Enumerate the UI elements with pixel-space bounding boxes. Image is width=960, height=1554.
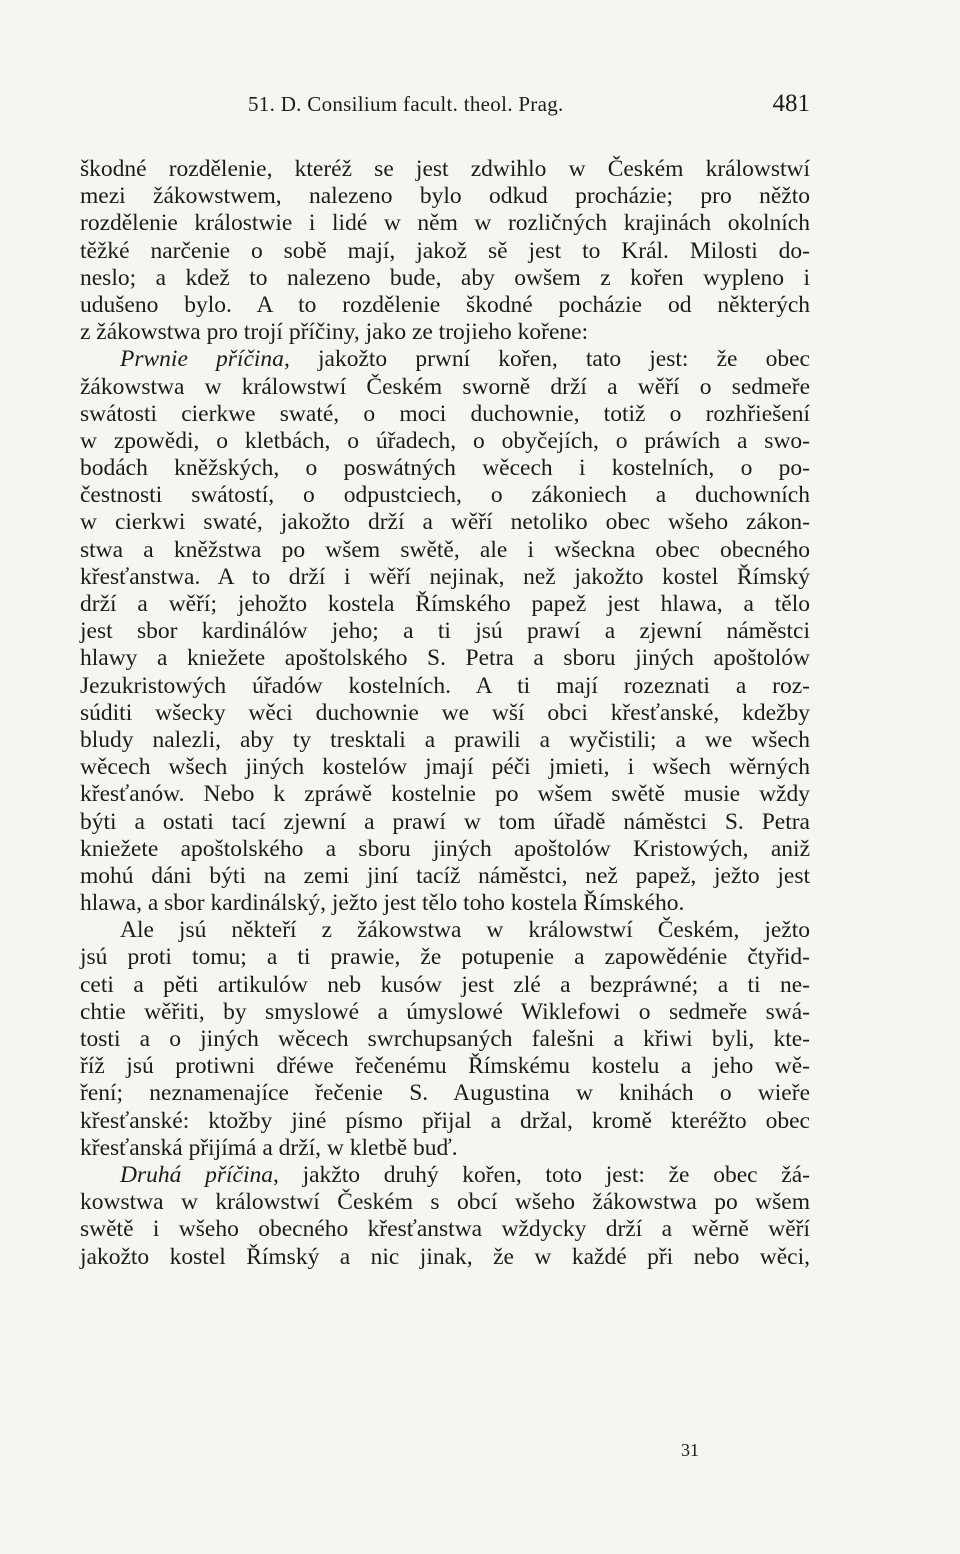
text-line (80, 428, 810, 455)
line-text: w zpowědi, o kletbách, o úřadech, o obyčejích, o práwích a swo- (80, 427, 810, 454)
line-text: kniežete apoštolského a sboru jiných apoštolów Kristowých, aniž (80, 835, 810, 862)
text-line (80, 1026, 810, 1053)
text-line (80, 509, 810, 536)
line-text: křesťanská přijímá a drží, w kletbě buď. (80, 1134, 458, 1161)
text-line (80, 727, 810, 754)
text-line (80, 183, 810, 210)
line-text: ření; neznamenajíce řečenie S. Augustina w knihách o wieře (80, 1080, 810, 1107)
line-text: škodné rozdělenie, kteréž se jest zdwihlo w Českém králowstwí (80, 156, 810, 182)
line-text: žákowstwa w králowstwí Českém sworně drží a wěří o sedmeře (80, 373, 810, 400)
line-text: hlawy a kniežete apoštolského S. Petra a sboru jiných apoštolów (80, 645, 810, 672)
line-text: ceti a pěti artikulów neb kusów jest zlé a bezpráwné; a ti ne- (80, 971, 810, 998)
line-text: udušeno bylo. A to rozdělenie škodné pocházie od některých (80, 291, 810, 318)
text-line (80, 999, 810, 1026)
line-text: bodách kněžských, o poswátných wěcech i kostelních, o po- (80, 455, 810, 482)
text-line (80, 564, 810, 591)
line-text: bludy nalezli, aby ty tresktali a prawili a wyčistili; a we wšech (80, 726, 810, 753)
text-line (80, 890, 810, 917)
line-text: swátosti cierkwe swaté, o moci duchownie, totiž o rozhřiešení (80, 400, 810, 427)
text-line (80, 917, 810, 944)
text-line (80, 482, 810, 509)
text-line (80, 210, 810, 237)
text-line (80, 1216, 810, 1243)
line-text: křesťanów. Nebo k zpráwě kostelnie po wšem swětě musie wždy (80, 781, 810, 808)
text-line (80, 1108, 810, 1135)
text-line (80, 1244, 810, 1271)
line-text: wěcech wšech jiných kostelów jmají péči jmieti, i wšech wěrných (80, 754, 810, 781)
line-text: neslo; a kdež to nalezeno bude, aby owšem z kořen wypleno i (80, 264, 810, 291)
line-text: w cierkwi swaté, jakožto drží a wěří netoliko obec wšeho zákon- (80, 509, 810, 536)
line-text: jsú proti tomu; a ti prawie, že potupenie a zapowědénie čtyřid- (80, 944, 810, 971)
text-line (80, 673, 810, 700)
line-text: býti a ostati tací zjewní a prawí w tom úřadě náměstci S. Petra (80, 808, 810, 835)
line-text: říž jsú protiwni dřéwe řečenému Římskému kostelu a jeho wě- (80, 1053, 810, 1080)
line-text: mezi žákowstwem, nalezeno bylo odkud procházie; pro něžto (80, 183, 810, 210)
text-line (80, 863, 810, 890)
text-line (80, 618, 810, 645)
text-line (80, 836, 810, 863)
text-line (80, 1080, 810, 1107)
text-line (80, 809, 810, 836)
text-line (80, 1053, 810, 1080)
line-text: stwa a kněžstwa po wšem swětě, ale i wšeckna obec obecného (80, 536, 810, 563)
text-line (80, 537, 810, 564)
signature-mark: 31 (681, 1440, 699, 1460)
text-line (80, 1135, 810, 1162)
text-line (80, 265, 810, 292)
text-line (80, 972, 810, 999)
text-line (80, 238, 810, 265)
line-text: těžké narčenie o sobě mají, jakož sě jest to Král. Milosti do- (80, 237, 810, 264)
italic-heading: Druhá příčina (120, 1161, 273, 1188)
line-text: , jakžto druhý kořen, toto jest: že obec žá- (272, 1161, 810, 1188)
line-text: jakožto kostel Římský a nic jinak, že w každé při nebo wěci, (80, 1243, 810, 1270)
line-text: z žákowstwa pro trojí příčiny, jako ze trojieho kořene: (80, 319, 589, 346)
text-line (80, 754, 810, 781)
text-line (80, 781, 810, 808)
line-text: , jakožto prwní kořen, tato jest: že obec (283, 346, 810, 373)
running-title: 51. D. Consilium facult. theol. Prag. (248, 92, 564, 116)
line-text: Jezukristowých úřadów kostelních. A ti mají rozeznati a roz- (80, 672, 810, 699)
text-line (80, 319, 810, 346)
text-line (80, 700, 810, 727)
line-text: rozdělenie králostwie i lidé w něm w rozličných krajinách okolních (80, 210, 810, 237)
text-line (80, 1162, 810, 1189)
line-text: Ale jsú někteří z žákowstwa w králowstwí Českém, ježto (120, 917, 810, 944)
text-line (80, 401, 810, 428)
text-line (80, 346, 810, 373)
line-text: chtie wěřiti, by smyslowé a úmyslowé Wiklefowi o sedmeře swá- (80, 998, 810, 1025)
text-line (80, 944, 810, 971)
text-line (80, 1189, 810, 1216)
line-text: hlawa, a sbor kardinálský, ježto jest tělo toho kostela Římského. (80, 890, 685, 917)
line-text: mohú dáni býti na zemi jiní tacíž náměstci, než papež, ježto jest (80, 862, 810, 889)
line-text: súditi wšecky wěci duchownie we wší obci křesťanské, kdežby (80, 699, 810, 726)
text-line (80, 292, 810, 319)
line-text: čestnosti swátostí, o odpustciech, o zákoniech a duchowních (80, 482, 810, 509)
text-line (80, 645, 810, 672)
italic-heading: Prwnie příčina (120, 346, 284, 373)
line-text: swětě i wšeho obecného křesťanstwa wždycky drží a wěrně wěří (80, 1216, 810, 1243)
body-text (80, 156, 810, 1271)
line-text: křesťanstwa. A to drží i wěří nejinak, než jakožto kostel Římský (80, 563, 810, 590)
text-line (80, 156, 810, 183)
text-line (80, 591, 810, 618)
text-line (80, 374, 810, 401)
line-text: jest sbor kardinálów jeho; a ti jsú prawí a zjewní náměstci (80, 618, 810, 645)
text-line (80, 455, 810, 482)
page-number: 481 (772, 90, 810, 117)
line-text: tosti a o jiných wěcech swrchupsaných falešni a křiwi byli, kte- (80, 1026, 810, 1052)
line-text: drží a wěří; jehožto kostela Římského papež jest hlawa, a tělo (80, 591, 810, 617)
line-text: křesťanské: ktožby jiné písmo přijal a držal, kromě kteréžto obec (80, 1107, 810, 1134)
line-text: kowstwa w králowstwí Českém s obcí wšeho žákowstwa po wšem (80, 1189, 810, 1216)
